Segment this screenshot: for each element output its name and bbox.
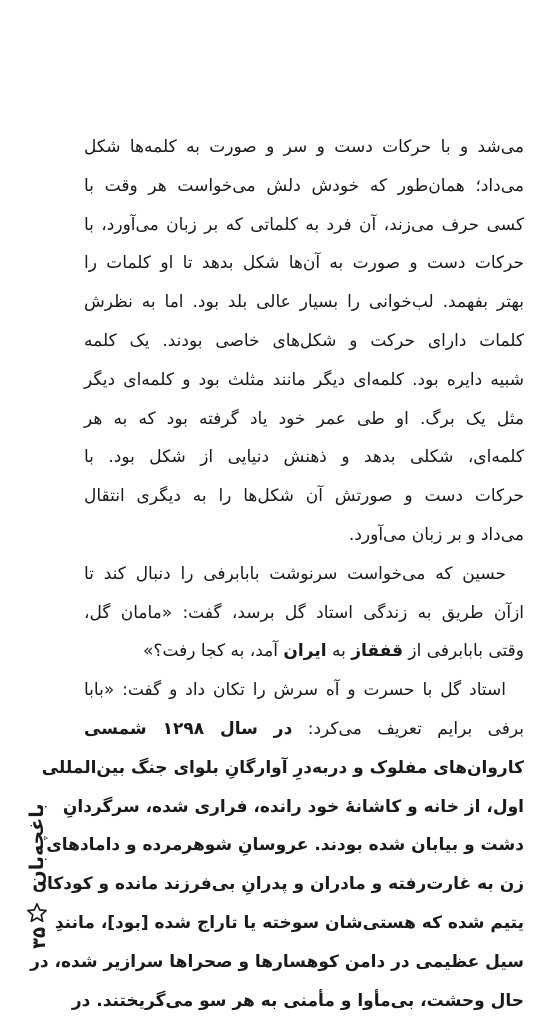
text-line: کاروان‌های مفلوک و دربه‌درِ آوارگانِ بلوای جنگ بین‌المللی [41, 757, 524, 778]
text-line: حال وحشت، بی‌مأوا و مأمنی به هر سو می‌گریختند. در [71, 990, 524, 1011]
text-line: می‌داد؛ همان‌طور که خودش دلش می‌خواست هر وقت با [84, 175, 524, 196]
text-line: کلمه‌ای، شکلی بدهد و ذهنش دنیایی از شکل بود. با [84, 447, 524, 468]
text-line [84, 632, 524, 671]
text-span: آمد، به کجا رفت؟» [143, 641, 284, 662]
text-line: زن به غارت‌رفته و مادران و پدرانِ بی‌فرزند مانده و کودکان [32, 874, 524, 895]
page-footer-sidebar [16, 790, 56, 949]
text-line: کسی حرف می‌زند، آن فرد به کلماتی که بر زبان می‌آورد، با [84, 214, 524, 235]
text-span: وقتی بابابرفی از [402, 641, 524, 662]
text-line: مثل یک برگ. او طی عمر خود یاد گرفته بود که به هر [84, 408, 524, 429]
text-line: سیل عظیمی در دامن کوهسارها و صحراها سرازیر شده، در [30, 951, 524, 972]
text-line: شبیه دایره بود. کلمه‌ای دیگر مانند مثلث بود و کلمه‌ای دیگر [84, 369, 524, 390]
running-title: باغچه‌بان [26, 803, 48, 887]
text-line: حرکات دست و صورت به آن‌ها شکل بدهد تا او کلمات را [84, 253, 524, 274]
text-line: کلمات دارای حرکت و شکل‌های خاصی بودند. یک کلمه [84, 330, 524, 351]
text-span: به [326, 641, 352, 662]
text-line: دشت و بیابان شده بودند. عروسانِ شوهرمرده و دامادهای [46, 835, 524, 856]
text-line: ازآن طریق به زندگی استاد گل برسد، گفت: «مامان گل، [84, 602, 524, 623]
page-number: ۳۵ [29, 927, 50, 949]
text-line: یتیم شده که هستی‌شان سوخته یا تاراج شده [بود]، مانندِ [54, 912, 524, 933]
text-line: حرکات دست و صورتش آن شکل‌ها را به دیگری انتقال [84, 486, 524, 507]
text-line: اول، از خانه و کاشانهٔ خود رانده، فراری شده، سرگردانِ [62, 796, 524, 817]
text-span: برفی برایم تعریف می‌کرد: [292, 718, 525, 739]
text-line [84, 710, 524, 749]
text-line: حسین که می‌خواست سرنوشت بابابرفی را دنبال کند تا [84, 563, 506, 584]
text-line: بهتر بفهمد. لب‌خوانی را بسیار عالی بلد بود. اما به نظرش [84, 292, 524, 313]
bold-phrase: ایران [283, 641, 327, 662]
text-line: می‌داد و بر زبان می‌آورد. [348, 524, 524, 545]
bold-phrase: در سال ۱۲۹۸ شمسی [84, 718, 293, 739]
text-line: می‌شد و با حرکات دست و سر و صورت به کلمه‌ها شکل [84, 137, 524, 157]
bold-phrase: قفقاز [351, 641, 403, 662]
text-line: استاد گل با حسرت و آه سرش را تکان داد و گفت: «بابا [84, 680, 506, 701]
